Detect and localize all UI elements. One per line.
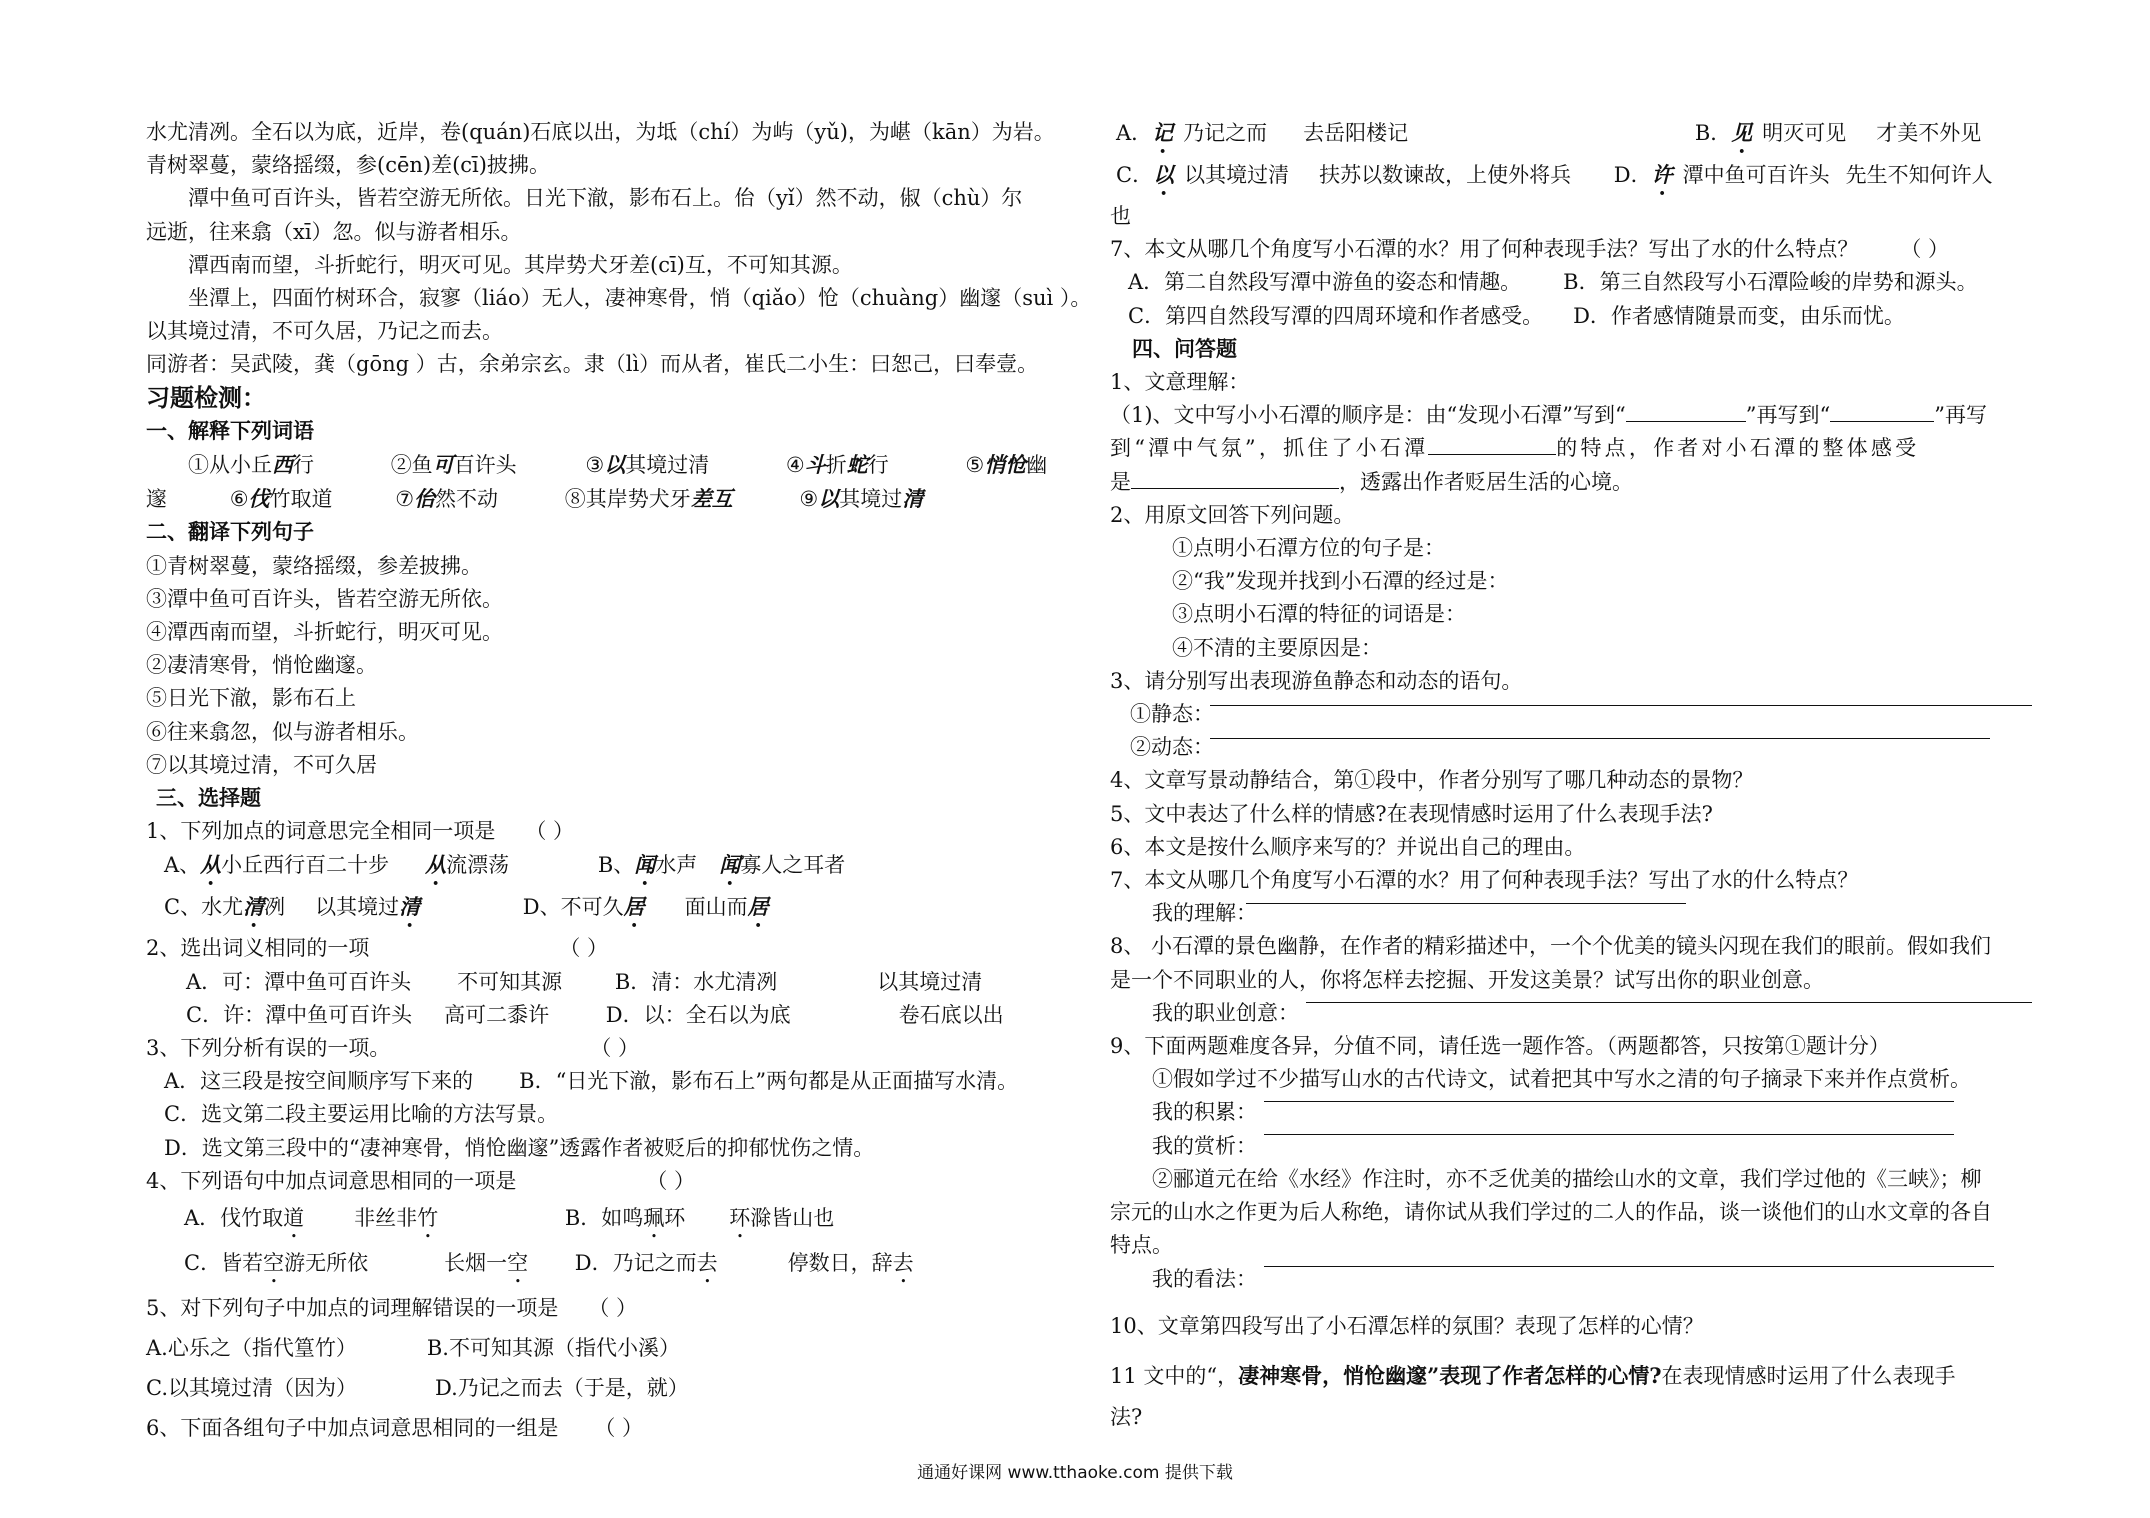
qa-q3: 3、请分别写出表现游鱼静态和动态的语句。 <box>1110 668 1523 693</box>
qa-q9-1-analysis-label: 我的赏析： <box>1152 1133 1257 1158</box>
qa-q11-line1: 11 文中的“，凄神寒骨，悄怆幽邃”表现了作者怎样的心情?在表现情感时运用了什么表现手 <box>1110 1362 1956 1388</box>
section1-title: 一、解释下列词语 <box>146 418 314 443</box>
qa-q8-line2: 是一个不同职业的人，你将怎样去挖掘、开发这美景？试写出你的职业创意。 <box>1110 967 1824 992</box>
choice-q1-AB: A、从小丘西行百二十步 从流漂荡 B、闻水声 闻寡人之耳者 <box>164 852 846 878</box>
passage-p4-line2: 以其境过清，不可久居，乃记之而去。 <box>146 319 503 344</box>
vocab-line1: ①从小丘西行 ②鱼可百许头 ③以其境过清 ④斗折蛇行 ⑤悄怆幽 <box>188 452 1048 478</box>
qa-q1-line2: 到“潭中气氛”，抓住了小石潭 的特点，作者对小石潭的整体感受 <box>1110 436 1920 461</box>
qa-q11-line2: 法? <box>1110 1405 1143 1430</box>
answer-line-analysis[interactable] <box>1264 1134 1954 1135</box>
qa-q9-2-line2: 宗元的山水之作更为后人称绝，请你试从我们学过的二人的作品，谈一谈他们的山水文章的各自 <box>1110 1200 1992 1225</box>
passage-p2-line2: 远逝，往来翕（xī）忽。似与游者相乐。 <box>146 219 522 244</box>
answer-line-accumulation[interactable] <box>1264 1101 1954 1102</box>
q7-CD: C．第四自然段写潭的四周环境和作者感受。 D．作者感情随景而变，由乐而忧。 <box>1128 303 1905 328</box>
qa-q1-line3: 是 ，透露出作者贬居生活的心境。 <box>1110 469 1633 494</box>
exercise-title: 习题检测： <box>146 383 266 412</box>
qa-q8-answer-label: 我的职业创意： <box>1152 1000 1299 1025</box>
section2-title: 二、翻译下列句子 <box>146 520 314 545</box>
choice-q1-CD: C、水尤清冽 以其境过清 D、不可久居 面山而居 <box>164 894 769 920</box>
translate-7: ⑦以其境过清，不可久居 <box>146 752 377 777</box>
translate-1: ①青树翠蔓，蒙络摇缀，参差披拂。 <box>146 553 482 578</box>
qa-q9-1: ①假如学过不少描写山水的古代诗文，试着把其中写水之清的句子摘录下来并作点赏析。 <box>1152 1067 1971 1092</box>
choice-q2-AB: A．可：潭中鱼可百许头 不可知其源 B．清：水尤清冽 以其境过清 <box>186 969 983 994</box>
passage-p5: 同游者：吴武陵，龚（gōng ）古，余弟宗玄。隶（lì）而从者，崔氏二小生：曰恕己，曰奉壹。 <box>146 352 1039 377</box>
left-column <box>146 116 1092 1448</box>
answer-line-career-idea[interactable] <box>1306 1002 2032 1003</box>
choice-q2: 2、选出词义相同的一项 （ ） <box>146 936 609 961</box>
choice-q5-CD: C.以其境过清（因为） D.乃记之而去（于是，就） <box>146 1376 689 1401</box>
choice-q4-CD: C．皆若空游无所依 长烟一空 D．乃记之而去 停数日，辞去 <box>184 1251 914 1276</box>
qa-q2-3: ③点明小石潭的特征的词语是： <box>1172 602 1466 627</box>
choice-q3: 3、下列分析有误的一项。 （ ） <box>146 1036 640 1061</box>
qa-q3-2: ②动态： <box>1130 735 1214 760</box>
qa-q2-2: ②“我”发现并找到小石潭的经过是： <box>1172 569 1509 594</box>
passage-p3: 潭西南而望，斗折蛇行，明灭可见。其岸势犬牙差(cī)互，不可知其源。 <box>188 252 853 277</box>
qa-q6: 6、本文是按什么顺序来写的？并说出自己的理由。 <box>1110 834 1586 859</box>
choice-q5: 5、对下列句子中加点的词理解错误的一项是 （ ） <box>146 1296 638 1321</box>
qa-q7: 7、本文从哪几个角度写小石潭的水？用了何种表现手法？写出了水的什么特点？ <box>1110 868 1859 893</box>
qa-q3-1: ①静态： <box>1130 702 1214 727</box>
vocab-line2: 邃 ⑥伐竹取道 ⑦佁然不动 ⑧其岸势犬牙差互 ⑨以其境过清 <box>146 486 924 512</box>
choice-q4: 4、下列语句中加点词意思相同的一项是 （ ） <box>146 1168 696 1193</box>
answer-line-view[interactable] <box>1264 1266 1994 1267</box>
choice-q3-C: C．选文第二段主要运用比喻的方法写景。 <box>164 1102 559 1127</box>
translate-5: ⑤日光下澈，影布石上 <box>146 686 356 711</box>
qa-q2: 2、用原文回答下列问题。 <box>1110 502 1355 527</box>
qa-q7-answer-label: 我的理解： <box>1152 901 1257 926</box>
qa-q9-2-line3: 特点。 <box>1110 1233 1173 1258</box>
translate-2: ③潭中鱼可百许头，皆若空游无所依。 <box>146 586 503 611</box>
section3-title: 三、选择题 <box>156 786 261 811</box>
answer-line-understanding[interactable] <box>1246 903 1686 904</box>
passage-p1-line1: 水尤清冽。全石以为底，近岸，卷(quán)石底以出，为坻（chí）为屿（yǔ)，为嵁（kān）为岩。 <box>146 120 1055 144</box>
translate-6: ⑥往来翕忽，似与游者相乐。 <box>146 719 419 744</box>
qa-q2-1: ①点明小石潭方位的句子是： <box>1172 536 1445 561</box>
qa-q9-2-view-label: 我的看法： <box>1152 1266 1257 1291</box>
qa-q2-4: ④不清的主要原因是： <box>1172 635 1382 660</box>
qa-q10: 10、文章第四段写出了小石潭怎样的氛围？表现了怎样的心情？ <box>1110 1313 1704 1338</box>
qa-q1: 1、文意理解： <box>1110 370 1250 395</box>
q7-AB: A．第二自然段写潭中游鱼的姿态和情趣。 B．第三自然段写小石潭险峻的岸势和源头。 <box>1128 270 1978 295</box>
qa-q8-line1: 8、 小石潭的景色幽静，在作者的精彩描述中，一个个优美的镜头闪现在我们的眼前。假如我们 <box>1110 934 1992 959</box>
right-column <box>1110 116 2032 1434</box>
passage-p1-line2: 青树翠蔓，蒙络摇缀，参(cēn)差(cī)披拂。 <box>146 153 550 178</box>
q6-CD: C．以 以其境过清 扶苏以数谏故，上使外将兵 D．许 潭中鱼可百许头 先生不知何许人 <box>1116 162 1993 187</box>
choice-q2-CD: C．许：潭中鱼可百许头 高可二黍许 D．以：全石以为底 卷石底以出 <box>186 1002 1004 1027</box>
section4-title: 四、问答题 <box>1132 336 1237 361</box>
translate-4: ②凄清寒骨，悄怆幽邃。 <box>146 653 377 678</box>
qa-q9: 9、下面两题难度各异，分值不同，请任选一题作答。（两题都答，只按第①题计分） <box>1110 1034 1890 1059</box>
q7: 7、本文从哪几个角度写小石潭的水？用了何种表现手法？写出了水的什么特点？ （ ） <box>1110 237 1950 262</box>
answer-line-dynamic[interactable] <box>1210 738 1990 739</box>
answer-line-static[interactable] <box>1210 705 2032 706</box>
q6-AB: A．记 乃记之而 去岳阳楼记 B．见 明灭可见 才美不外见 <box>1116 120 1982 145</box>
passage-p4-line1: 坐潭上，四面竹树环合，寂寥（liáo）无人，凄神寒骨，悄（qiǎo）怆（chuàng）幽邃（suì ）。 <box>188 286 1092 311</box>
q6-D-cont: 也 <box>1110 204 1131 228</box>
choice-q5-AB: A.心乐之（指代篁竹） B.不可知其源（指代小溪） <box>146 1336 680 1361</box>
qa-q9-2-line1: ②郦道元在给《水经》作注时，亦不乏优美的描绘山水的文章，我们学过他的《三峡》；柳 <box>1152 1166 1982 1191</box>
qa-q9-1-accum-label: 我的积累： <box>1152 1100 1257 1125</box>
choice-q1: 1、下列加点的词意思完全相同一项是 （ ） <box>146 819 575 844</box>
choice-q3-D: D．选文第三段中的“凄神寒骨，悄怆幽邃”透露作者被贬后的抑郁忧伤之情。 <box>164 1135 875 1160</box>
footer-source: 通通好课网 www.tthaoke.com 提供下载 <box>917 1463 1233 1483</box>
qa-q5: 5、文中表达了什么样的情感?在表现情感时运用了什么表现手法? <box>1110 801 1713 826</box>
qa-q4: 4、文章写景动静结合，第①段中，作者分别写了哪几种动态的景物？ <box>1110 768 1754 793</box>
translate-3: ④潭西南而望，斗折蛇行，明灭可见。 <box>146 620 503 645</box>
qa-q1-line1: （1)、文中写小小石潭的顺序是：由“发现小石潭”写到“ ”再写到“ ”再写 <box>1110 403 1987 428</box>
passage-p2-line1: 潭中鱼可百许头，皆若空游无所依。日光下澈，影布石上。佁（yǐ）然不动，俶（chù）尔 <box>188 186 1023 211</box>
choice-q4-AB: A．伐竹取道 非丝非竹 B．如鸣珮环 环滁皆山也 <box>184 1206 835 1231</box>
choice-q6: 6、下面各组句子中加点词意思相同的一组是 （ ） <box>146 1416 644 1441</box>
choice-q3-AB: A．这三段是按空间顺序写下来的 B．“日光下澈，影布石上”两句都是从正面描写水清。 <box>164 1069 1019 1094</box>
